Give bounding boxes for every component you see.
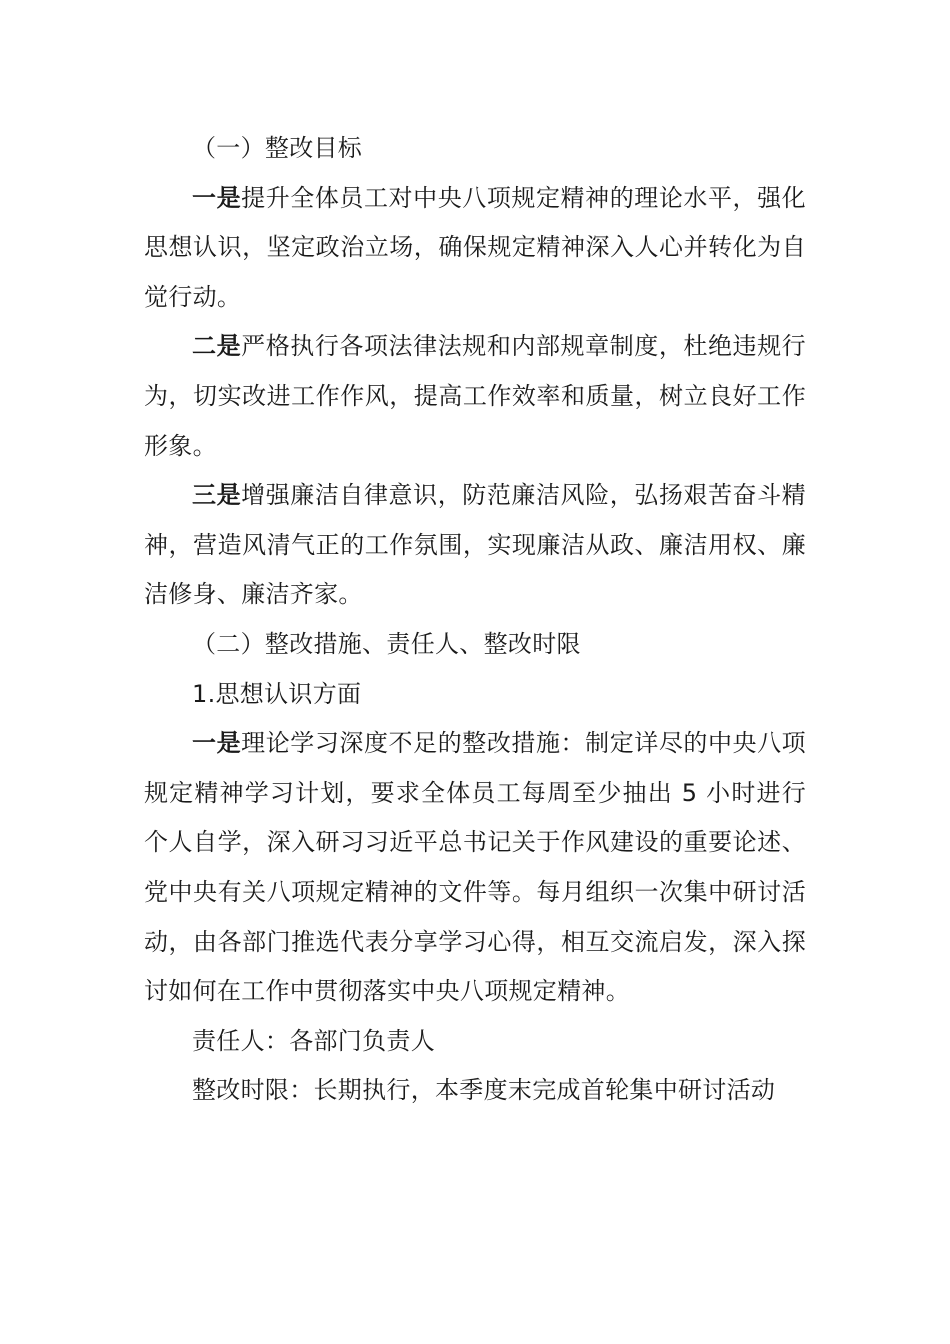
measure-1-text: 理论学习深度不足的整改措施：制定详尽的中央八项规定精神学习计划，要求全体员工每周至少抽出 5 小时进行个人自学，深入研习习近平总书记关于作风建设的重要论述、党中央有关八项规定精神的文件等。每月组织一次集中研讨活动，由各部门推选代表分享学习心得，相互交流启发，深入探讨如何在工作中贯彻落实中央八项规定精神。: [144, 729, 806, 1006]
goal-3-text: 增强廉洁自律意识，防范廉洁风险，弘扬艰苦奋斗精神，营造风清气正的工作氛围，实现廉洁从政、廉洁用权、廉洁修身、廉洁齐家。: [144, 481, 806, 609]
measure-1-lead: 一是: [192, 729, 242, 758]
responsible-person: 责任人：各部门负责人: [192, 1026, 435, 1055]
section-heading-goals: （一）整改目标: [192, 134, 363, 162]
document-body: [144, 124, 806, 1116]
deadline: 整改时限：长期执行，本季度末完成首轮集中研讨活动: [192, 1076, 776, 1105]
subsection-heading-ideology: 1.思想认识方面: [192, 679, 362, 708]
measure-paragraph-1: [144, 719, 806, 1017]
goal-paragraph-3: [144, 471, 806, 620]
goal-3-lead: 三是: [192, 481, 242, 510]
goal-paragraph-1: [144, 174, 806, 323]
goal-2-lead: 二是: [192, 332, 242, 361]
goal-1-text: 提升全体员工对中央八项规定精神的理论水平，强化思想认识，坚定政治立场，确保规定精神深入人心并转化为自觉行动。: [144, 183, 806, 311]
goal-2-text: 严格执行各项法律法规和内部规章制度，杜绝违规行为，切实改进工作作风，提高工作效率和质量，树立良好工作形象。: [144, 332, 806, 460]
section-heading-measures: （二）整改措施、责任人、整改时限: [192, 629, 581, 658]
goal-1-lead: 一是: [192, 183, 242, 212]
goal-paragraph-2: [144, 322, 806, 471]
